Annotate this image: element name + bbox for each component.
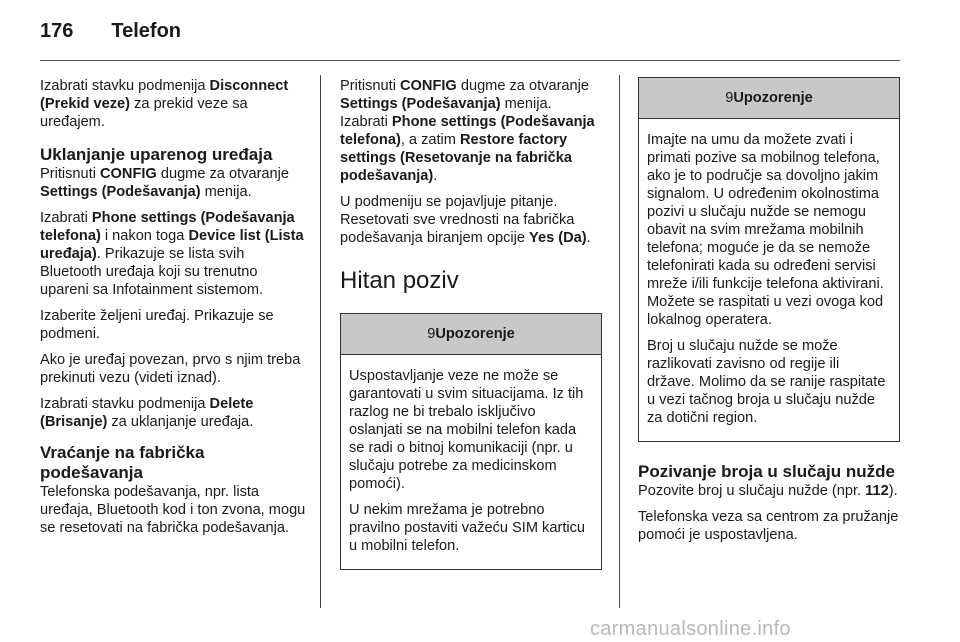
paragraph-restore: Pritisnuti CONFIG dugme za otvaranje Settings (Podešavanja) menija. Izabrati Phone settings (Podešavanja telefona), a zatim Restore factory settings (Resetovanje na fabrička podešavanja). [340, 78, 595, 184]
watermark: carmanualsonline.info [590, 618, 791, 640]
warning-title: Upozorenje [435, 326, 515, 342]
heading-emergency-call: Hitan poziv [340, 267, 459, 294]
warning-text: Uspostavljanje veze ne može se garantovati u svim situacijama. Iz tih razlog ne bi trebalo isključivo oslanjati se na mobilni telefon kada se radi o bitnoj komunikaciji (npr. u slučaju potrebe za medicinskom pomoći). [349, 368, 584, 492]
warning-text: Broj u slučaju nužde se može razlikovati zavisno od regije ili države. Molimo da se ranije raspitate u vezi tačnog broja u slučaju nužde za dotični region. [647, 338, 886, 426]
warning-title: Upozorenje [733, 90, 813, 106]
paragraph-connected: Ako je uređaj povezan, prvo s njim treba prekinuti vezu (videti iznad). [40, 352, 301, 386]
page-number: 176 [40, 20, 74, 42]
warning-icon: 9 [427, 326, 436, 342]
paragraph-select-device: Izaberite željeni uređaj. Prikazuje se podmeni. [40, 308, 274, 342]
warning-text: Imajte na umu da možete zvati i primati pozive sa mobilnog telefona, ako je to područje sa dovoljno jakim signalom. U određenim okolnostima pozivi u slučaju nužde se nemogu obavit na svim mrežama mobilnih telefona; moguće je da se nemože telefonirati kada su određeni servisi mreže i/ili funkcije telefona aktivirani. Možete se raspitati u vezi ovoga kod lokalnog operatera. [647, 132, 884, 328]
warning-header [341, 314, 601, 355]
page-title: Telefon [111, 20, 182, 42]
column-divider-2 [619, 75, 620, 608]
paragraph-call-number: Pozovite broj u slučaju nužde (npr. 112). [638, 483, 898, 499]
paragraph-disconnect: Izabrati stavku podmenija Disconnect (Prekid veze) za prekid veze sa uređajem. [40, 78, 289, 130]
header-rule [40, 60, 900, 61]
heading-factory-reset: Vraćanje na fabrička podešavanja [40, 443, 205, 482]
column-3 [638, 77, 900, 552]
warning-text: U nekim mrežama je potrebno pravilno postaviti važeću SIM karticu u mobilni telefon. [349, 502, 586, 554]
warning-box-1 [340, 313, 602, 570]
menu-option-disconnect: Disconnect (Prekid veze) [40, 78, 289, 112]
page-header [40, 20, 181, 43]
column-1 [40, 77, 308, 545]
paragraph-connection-established: Telefonska veza sa centrom za pružanje pomoći je uspostavljena. [638, 509, 899, 543]
paragraph-factory-reset: Telefonska podešavanja, npr. lista uređaja, Bluetooth kod i ton zvona, mogu se resetovati na fabrička podešavanja. [40, 484, 306, 536]
heading-calling-emergency: Pozivanje broja u slučaju nužde [638, 462, 895, 481]
paragraph-delete: Izabrati stavku podmenija Delete (Brisanje) za uklanjanje uređaja. [40, 396, 254, 430]
paragraph-config: Pritisnuti CONFIG dugme za otvaranje Settings (Podešavanja) menija. [40, 166, 290, 200]
warning-icon: 9 [725, 90, 734, 106]
column-2 [340, 77, 602, 570]
paragraph-device-list: Izabrati Phone settings (Podešavanja telefona) i nakon toga Device list (Lista uređaja). Prikazuje se lista svih Bluetooth uređaja koji su trenutno upareni sa Infotainment sistemom. [40, 210, 304, 298]
column-divider-1 [320, 75, 321, 608]
warning-body [639, 119, 899, 441]
warning-body [341, 355, 601, 569]
warning-box-2 [638, 77, 900, 442]
heading-unpair: Uklanjanje uparenog uređaja [40, 145, 273, 164]
warning-header [639, 78, 899, 119]
paragraph-submenu-question: U podmeniju se pojavljuje pitanje. Resetovati sve vrednosti na fabrička podešavanja biranjem opcije Yes (Da). [340, 194, 591, 246]
